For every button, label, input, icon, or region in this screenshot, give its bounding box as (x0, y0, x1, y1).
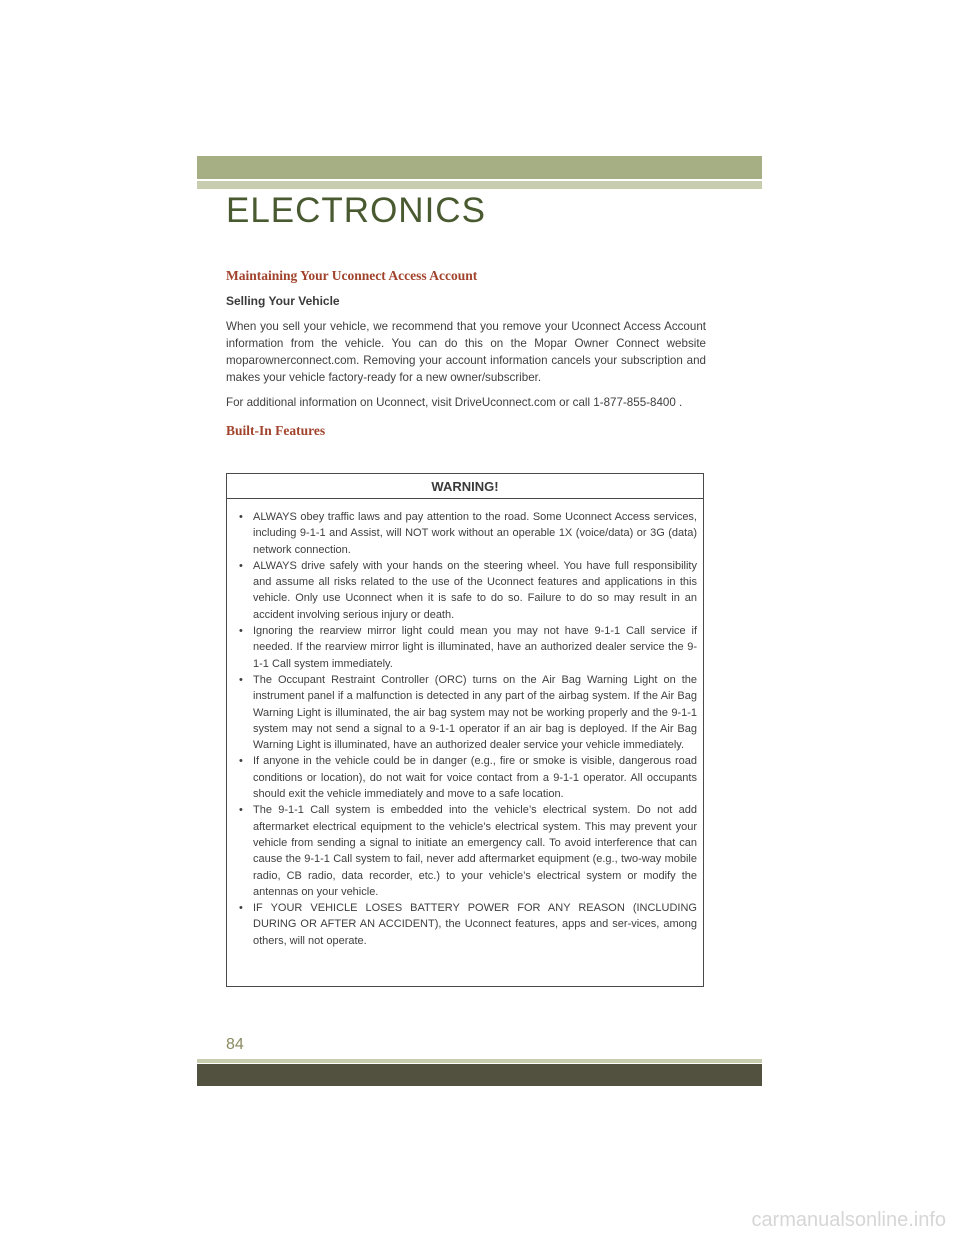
watermark: carmanualsonline.info (751, 1209, 946, 1231)
heading-account: Maintaining Your Uconnect Access Account (226, 268, 478, 283)
bullet-icon: • (239, 511, 243, 523)
warning-item-text: Ignoring the rearview mirror light could mean you may not have 9-1-1 Call service if needed. If the rearview mirror light is illuminated, have an authorized dealer service the 9-1-1 Call system immediately. (253, 625, 697, 670)
warning-item-text: ALWAYS obey traffic laws and pay attention to the road. Some Uconnect Access services, including 9-1-1 and Assist, will NOT work without an operable 1X (voice/data) or 3G (data) network connection. (253, 511, 697, 556)
warning-item-text: If anyone in the vehicle could be in danger (e.g., fire or smoke is visible, dangerous road conditions or location), do not wait for voice contact from a 9-1-1 operator. All occupants should exit the vehicle immediately and move to a safe location. (253, 755, 697, 801)
warning-title: WARNING! (227, 474, 703, 499)
footer-band-stripe (197, 1059, 762, 1063)
warning-item (237, 672, 697, 753)
bullet-icon: • (239, 804, 243, 817)
warning-item-text: IF YOUR VEHICLE LOSES BATTERY POWER FOR ANY REASON (INCLUDING DURING OR AFTER AN ACCIDENT), the Uconnect features, apps and ser-vices, among others, will not operate. (253, 902, 697, 947)
bullet-icon: • (239, 902, 243, 915)
subheading-selling: Selling Your Vehicle (226, 294, 340, 308)
bullet-icon: • (239, 559, 243, 572)
footer-band (197, 1064, 762, 1086)
warning-item (237, 509, 697, 558)
page-number: 84 (226, 1036, 244, 1053)
heading-builtin-features: Built-In Features (226, 423, 326, 438)
bullet-icon: • (239, 755, 243, 768)
warning-item-text: The Occupant Restraint Controller (ORC) turns on the Air Bag Warning Light on the instrument panel if a malfunction is detected in any part of the airbag system. If the Air Bag Warning Light is illuminated, the air bag system may not be working properly and the 9-1-1 system may not send a signal to a 9-1-1 operator if an air bag is deployed. If the Air Bag Warning Light is illuminated, have an authorized dealer service your vehicle immediately. (253, 673, 697, 752)
paragraph-additional-info: For additional information on Uconnect, visit DriveUconnect.com or call 1-877-855-8400 . (226, 396, 683, 409)
warning-list (227, 499, 703, 949)
warning-item (237, 802, 697, 900)
warning-item (237, 623, 697, 672)
warning-item (237, 558, 697, 623)
paragraph-selling: When you sell your vehicle, we recommend that you remove your Uconnect Access Account information from the vehicle. You can do this on the Mopar Owner Connect website moparownerconnect.com. Removing your account information cancels your subscription and makes your vehicle factory-ready for a new owner/subscriber. (226, 320, 706, 384)
warning-item (237, 900, 697, 949)
warning-item-text: ALWAYS drive safely with your hands on the steering wheel. You have full responsibility and assume all risks related to the use of the Uconnect features and applications in this vehicle. Only use Uconnect when it is safe to do so. Failure to do so may result in an accident involving serious injury or death. (253, 559, 697, 621)
section-title: ELECTRONICS (226, 191, 486, 230)
main-content (226, 268, 706, 453)
bullet-icon: • (239, 673, 243, 686)
header-band-stripe (197, 181, 762, 189)
warning-item (237, 753, 697, 802)
bullet-icon: • (239, 625, 243, 638)
header-band (197, 156, 762, 179)
warning-item-text: The 9-1-1 Call system is embedded into the vehicle’s electrical system. Do not add aftermarket electrical equipment to the vehicle’s electrical system. This may prevent your vehicle from sending a signal to initiate an emergency call. To avoid interference that can cause the 9-1-1 Call system to fail, never add aftermarket equipment (e.g., two-way mobile radio, CB radio, data recorder, etc.) to your vehicle’s electrical system or modify the antennas on your vehicle. (253, 804, 697, 898)
warning-box (226, 473, 704, 987)
